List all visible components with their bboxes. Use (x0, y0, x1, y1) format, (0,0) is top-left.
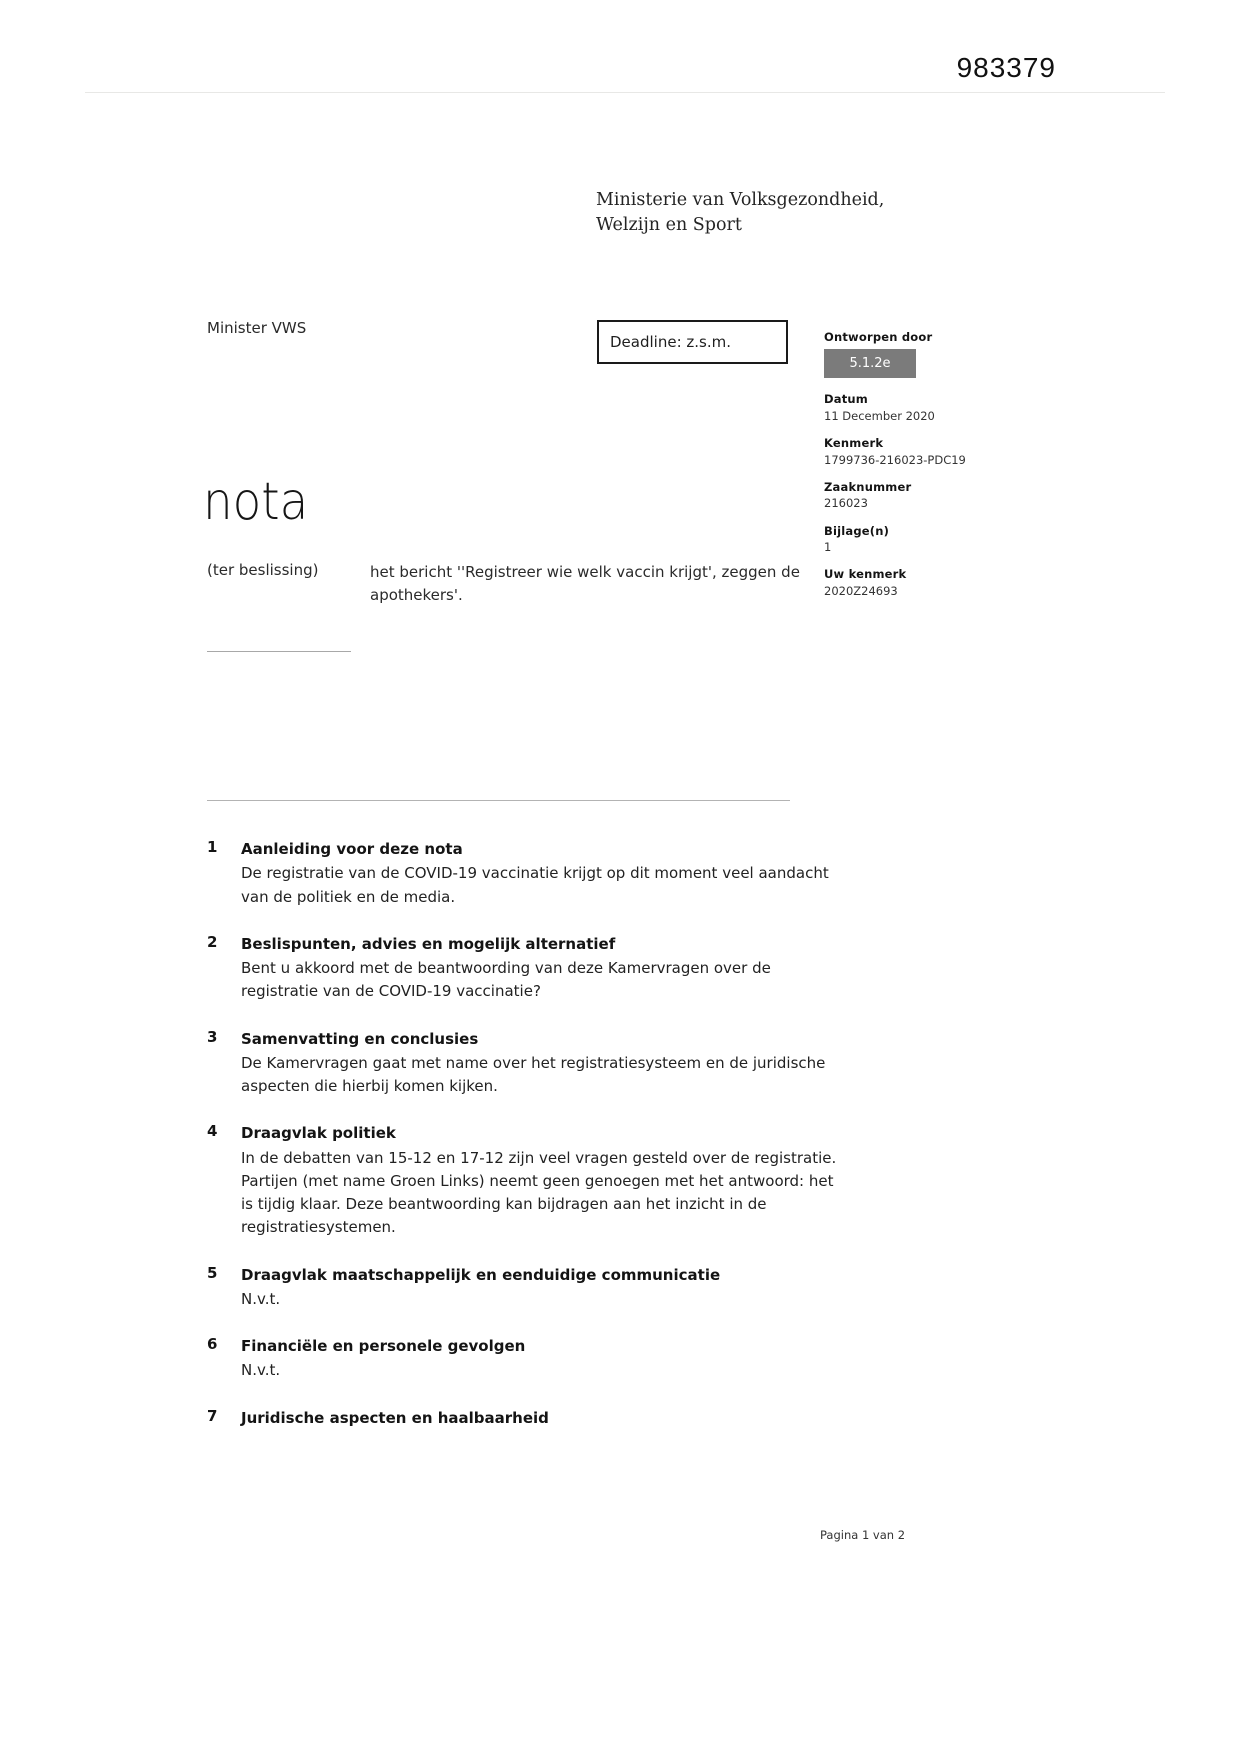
divider-short (207, 651, 351, 652)
ministry-header (596, 188, 896, 237)
section-content (241, 838, 837, 909)
section-body: De Kamervragen gaat met name over het registratiesysteem en de juridische aspecten die hierbij komen kijken. (241, 1053, 826, 1095)
section-aanleiding (207, 838, 837, 909)
section-beslispunten (207, 933, 837, 1004)
section-heading: Draagvlak politiek (241, 1124, 396, 1143)
meta-label: Datum (824, 392, 868, 407)
meta-value: 11 December 2020 (824, 408, 935, 423)
meta-label: Kenmerk (824, 436, 884, 451)
redaction-box (824, 349, 916, 378)
section-content (241, 933, 837, 1004)
ministry-name-line2: Welzijn en Sport (596, 214, 742, 235)
section-number: 7 (207, 1406, 218, 1425)
meta-value: 1799736-216023-PDC19 (824, 452, 966, 467)
meta-label: Bijlage(n) (824, 523, 890, 538)
deadline-box (597, 320, 788, 364)
section-heading: Beslispunten, advies en mogelijk alternatief (241, 934, 616, 953)
section-draagvlak-maatschappelijk (207, 1264, 837, 1312)
section-body: Bent u akkoord met de beantwoording van deze Kamervragen over de registratie van de COVID-19 vaccinatie? (241, 959, 771, 1001)
section-body: De registratie van de COVID-19 vaccinatie krijgt op dit moment veel aandacht van de politiek en de media. (241, 864, 829, 906)
subject-text: het bericht ''Registreer wie welk vaccin krijgt', zeggen de apothekers'. (370, 563, 800, 604)
redaction-code: 5.1.2e (849, 355, 891, 371)
ministry-name-line1: Ministerie van Volksgezondheid, (596, 190, 885, 210)
meta-field-bijlagen (824, 524, 1014, 555)
meta-field-kenmerk (824, 436, 1014, 467)
metadata-column (824, 330, 1014, 611)
section-number: 4 (207, 1122, 218, 1141)
document-id-number: 983379 (956, 52, 1056, 83)
scan-page-edge (85, 92, 1165, 93)
meta-field-zaaknummer (824, 480, 1014, 511)
deadline-label: Deadline: z.s.m. (610, 333, 731, 351)
decision-type-label: (ter beslissing) (207, 561, 319, 579)
meta-label: Zaaknummer (824, 479, 912, 494)
section-number: 1 (207, 838, 218, 856)
section-body: In de debatten van 15-12 en 17-12 zijn veel vragen gesteld over de registratie. Partijen (met name Groen Links) neemt geen genoegen met het antwoord: het is tijdig klaar. Deze beantwoording kan bijdragen aan het inzicht in de registratiesystemen. (241, 1148, 837, 1237)
section-number: 6 (207, 1335, 218, 1353)
section-heading: Aanleiding voor deze nota (241, 840, 463, 858)
section-content (241, 1028, 837, 1099)
meta-field-datum (824, 392, 1014, 423)
page-title: nota (203, 472, 309, 532)
section-heading: Juridische aspecten en haalbaarheid (241, 1408, 549, 1427)
section-number: 5 (207, 1263, 218, 1282)
meta-label-ontworpen-door: Ontworpen door (824, 330, 933, 344)
section-body: N.v.t. (241, 1289, 281, 1308)
section-number: 2 (207, 932, 218, 951)
section-content (241, 1335, 837, 1383)
addressee-label: Minister VWS (207, 319, 307, 337)
section-heading: Financiële en personele gevolgen (241, 1337, 526, 1355)
section-heading: Samenvatting en conclusies (241, 1029, 479, 1048)
section-body: N.v.t. (241, 1361, 281, 1380)
numbered-sections (207, 838, 837, 1455)
section-content (241, 1264, 837, 1312)
page-number-indicator: Pagina 1 van 2 (820, 1528, 906, 1542)
meta-label: Uw kenmerk (824, 567, 907, 582)
divider-long (207, 800, 790, 801)
meta-value: 2020Z24693 (824, 583, 898, 598)
section-financiele-gevolgen (207, 1335, 837, 1383)
section-juridische-aspecten (207, 1407, 837, 1431)
section-content (241, 1407, 837, 1431)
section-draagvlak-politiek (207, 1122, 837, 1239)
meta-value: 216023 (824, 496, 868, 511)
section-heading: Draagvlak maatschappelijk en eenduidige communicatie (241, 1265, 721, 1284)
meta-field-uw-kenmerk (824, 567, 1014, 598)
section-content (241, 1122, 837, 1239)
section-samenvatting (207, 1028, 837, 1099)
meta-value: 1 (824, 540, 832, 554)
section-number: 3 (207, 1027, 218, 1046)
